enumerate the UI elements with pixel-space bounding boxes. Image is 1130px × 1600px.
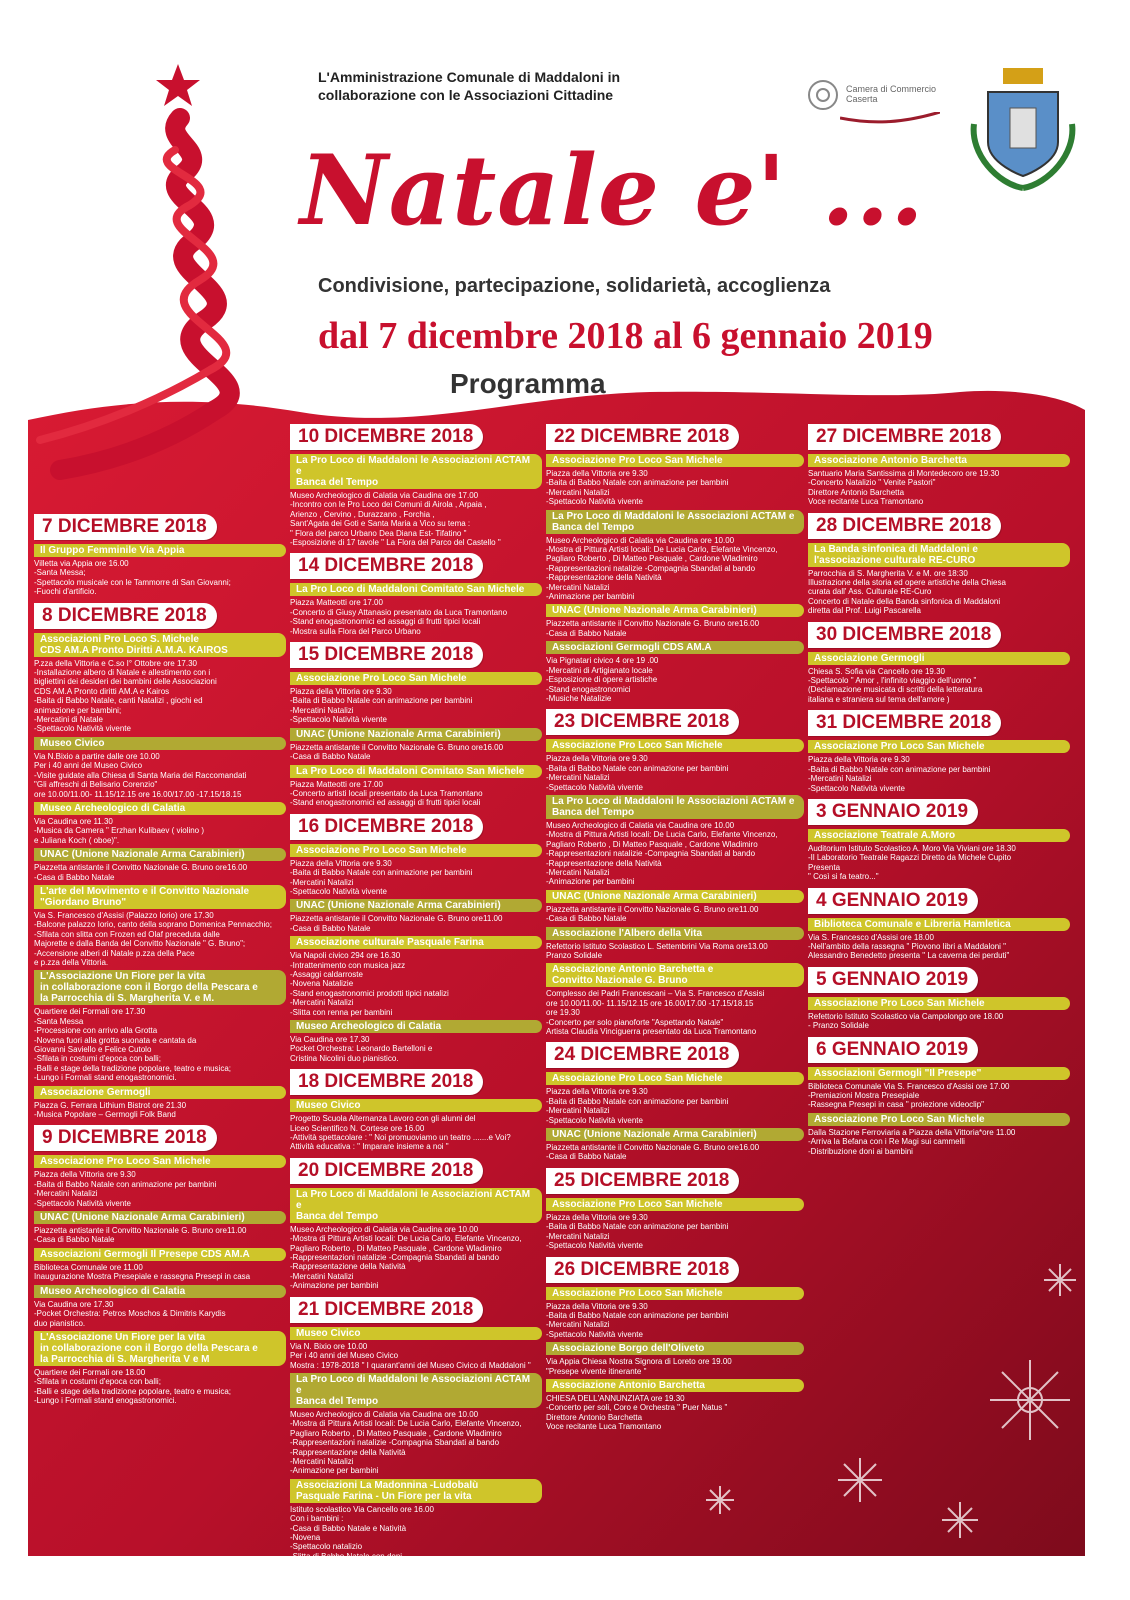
organizer-label: La Pro Loco di Maddaloni le Associazioni ACTAM e Banca del Tempo xyxy=(290,1188,542,1223)
event-details: Museo Archeologico di Calatia via Caudina ore 10.00 -Mostra di Pittura Artisti locali: De Lucia Carlo, Elefante Vincenzo, Pagliaro Roberto , Di Matteo Pasquale , Cardone Wladimiro -Rappresentazioni natalizie -Compagnia Sbandati al bando -Rappresentazione della Natività -Mercatini Natalizi -Animazione per bambini xyxy=(546,820,778,887)
maddaloni-crest-icon xyxy=(968,64,1078,194)
organizer-text xyxy=(318,68,620,104)
organizer-label: La Pro Loco di Maddaloni Comitato San Michele xyxy=(290,583,542,596)
organizer-label: L'arte del Movimento e il Convitto Nazionale "Giordano Bruno" xyxy=(34,885,286,909)
organizer-line-1: L'Amministrazione Comunale di Maddaloni in xyxy=(318,69,621,85)
event-details: Auditorium Istituto Scolastico A. Moro Via Viviani ore 18.30 -Il Laboratorio Teatrale Ragazzi Diretto da Michele Cupito Presenta " Così si fa teatro..." xyxy=(808,843,1016,882)
column-3 xyxy=(546,418,804,1432)
organizer-label: Associazione Germogli xyxy=(808,652,1070,665)
event-details: Piazza G. Ferrara Lithium Bistrot ore 21.30 -Musica Popolare – Germogli Folk Band xyxy=(34,1100,187,1120)
organizer-label: Associazione Antonio Barchetta e Convitto Nazionale G. Bruno xyxy=(546,963,804,987)
day-heading: 31 DICEMBRE 2018 xyxy=(808,710,1001,736)
organizer-label: La Pro Loco di Maddaloni le Associazioni ACTAM e Banca del Tempo xyxy=(290,1373,542,1408)
event-details: Museo Archeologico di Calatia via Caudina ore 10.00 -Mostra di Pittura Artisti locali: De Lucia Carlo, Elefante Vincenzo, Pagliaro Roberto , Di Matteo Pasquale , Cardone Wladimiro -Rappresentazioni natalizie -Compagnia Sbandati al bando -Rappresentazione della Natività -Mercatini Natalizi -Animazione per bambini xyxy=(290,1224,522,1291)
event-details: Piazza della Vittoria ore 9.30 -Baita di Babbo Natale con animazione per bambini -Mercatini Natalizi -Spettacolo Natività vivente xyxy=(546,754,729,792)
organizer-label: Associazione Pro Loco San Michele xyxy=(290,672,542,685)
organizer-label: Museo Civico xyxy=(34,737,286,750)
organizer-label: Associazione Pro Loco San Michele xyxy=(808,997,1070,1010)
organizer-label: La Pro Loco di Maddaloni le Associazioni ACTAM e Banca del Tempo xyxy=(546,795,804,819)
event-details: Via Appia Chiesa Nostra Signora di Loreto ore 19.00 "Presepe vivente itinerante " xyxy=(546,1357,732,1376)
day-heading: 15 DICEMBRE 2018 xyxy=(290,642,483,668)
event-details: Piazza Matteotti ore 17.00 -Concerto di Giusy Attanasio presentato da Luca Tramontano -Stand enogastronomici ed assaggi di frutti tipici locali -Mostra sulla Flora del Parco Urbano xyxy=(290,598,508,636)
day-heading: 18 DICEMBRE 2018 xyxy=(290,1069,483,1095)
event-details: Piazza della Vittoria ore 9.30 -Baita di Babbo Natale con animazione per bambini -Mercatini Natalizi -Spettacolo Natività vivente xyxy=(290,858,473,896)
event-details: Via S. Francesco d'Assisi ore 18.00 -Nell'ambito della rassegna " Piovono libri a Maddaloni " Alessandro Benedetto presenta " La caverna dei perduti" xyxy=(808,932,1010,961)
organizer-label: Associazione Pro Loco San Michele xyxy=(546,454,804,467)
day-heading: 27 DICEMBRE 2018 xyxy=(808,424,1001,450)
poster-title: Natale e' ... xyxy=(300,134,925,247)
day-heading: 28 DICEMBRE 2018 xyxy=(808,513,1001,539)
event-details: Via Caudina ore 11.30 -Musica da Camera " Erzhan Kulibaev ( violino ) e Juliana Koch ( oboe)". xyxy=(34,816,205,845)
event-details: P.zza della Vittoria e C.so I° Ottobre ore 17.30 -Installazione albero di Natale e allestimento con i bigliettini dei desideri dei bambini delle Associazioni CDS AM.A Pronto diritti AM.A e Kairos -Baita di Babbo Natale, canti Natalizi , giochi ed animazione per bambini; -Mercatini di Natale -Spettacolo Natività vivente xyxy=(34,658,217,734)
organizer-label: Associazioni Germogli CDS AM.A xyxy=(546,641,804,654)
column-1 xyxy=(34,508,286,1406)
organizer-label: Associazioni La Madonnina -Ludobalù Pasquale Farina - Un Fiore per la vita xyxy=(290,1479,542,1503)
day-heading: 14 DICEMBRE 2018 xyxy=(290,553,483,579)
organizer-label: Biblioteca Comunale e Libreria Hamletica xyxy=(808,918,1070,931)
organizer-label: L'Associazione Un Fiore per la vita in collaborazione con il Borgo della Pescara e la Parrocchia di S. Margherita V. e M. xyxy=(34,970,286,1005)
event-details: Complesso dei Padri Francescani – Via S. Francesco d'Assisi ore 10.00/11.00- 11.15/12.15 ore 16.00/17.00 -17.15/18.15 ore 19.30 -Concerto per solo pianoforte "Aspettando Natale" Artista Claudia Vinciguerra presentato da Luca Tramontano xyxy=(546,989,765,1037)
event-details: Piazza della Vittoria ore 9.30 -Baita di Babbo Natale con animazione per bambini -Mercatini Natalizi -Spettacolo Natività vivente xyxy=(546,1301,729,1339)
day-heading: 23 DICEMBRE 2018 xyxy=(546,709,739,735)
organizer-label: Associazione Pro Loco San Michele xyxy=(34,1155,286,1168)
organizer-label: UNAC (Unione Nazionale Arma Carabinieri) xyxy=(290,728,542,741)
event-details: Istituto scolastico Via Cancello ore 16.00 Con i bambini : -Casa di Babbo Natale e Natività -Novena -Spettacolo natalizio -Slitta di Babbo Natale con doni -Degustazioni di dolci natalizi xyxy=(290,1504,434,1571)
day-heading: 22 DICEMBRE 2018 xyxy=(546,424,739,450)
event-details: Biblioteca Comunale Via S. Francesco d'Assisi ore 17.00 -Premiazioni Mostra Presepiale -Rassegna Presepi in casa " proiezione videoclip" xyxy=(808,1081,1010,1110)
chamber-of-commerce-logo xyxy=(806,78,946,128)
organizer-label: Associazioni Germogli "Il Presepe" xyxy=(808,1067,1070,1080)
day-heading: 25 DICEMBRE 2018 xyxy=(546,1168,739,1194)
event-details: Piazzetta antistante il Convitto Nazionale G. Bruno ore16.00 -Casa di Babbo Natale xyxy=(290,742,504,762)
day-heading: 16 DICEMBRE 2018 xyxy=(290,814,483,840)
chamber-line-2: Caserta xyxy=(846,94,878,104)
event-details: Museo Archeologico di Calatia via Caudina ore 10.00 -Mostra di Pittura Artisti locali: De Lucia Carlo, Elefante Vincenzo, Pagliaro Roberto , Di Matteo Pasquale , Cardone Wladimiro -Rappresentazioni natalizie -Compagnia Sbandati al bando -Rappresentazione della Natività -Mercatini Natalizi -Animazione per bambini xyxy=(546,535,778,602)
event-details: Piazza della Vittoria ore 9.30 -Baita di Babbo Natale con animazione per bambini -Mercatini Natalizi -Spettacolo Natività vivente xyxy=(546,1087,729,1125)
day-heading: 3 GENNAIO 2019 xyxy=(808,799,978,825)
event-details: Santuario Maria Santissima di Montedecoro ore 19.30 -Concerto Natalizio " Venite Pastori" Direttore Antonio Barchetta Voce recitante Luca Tramontano xyxy=(808,469,1000,507)
day-heading: 20 DICEMBRE 2018 xyxy=(290,1158,483,1184)
organizer-label: Associazione Antonio Barchetta xyxy=(546,1379,804,1392)
chamber-line-1: Camera di Commercio xyxy=(846,84,937,94)
organizer-label: Associazioni Pro Loco S. Michele CDS AM.A Pronto Diritti A.M.A. KAIROS xyxy=(34,633,286,657)
event-details: Refettorio Istituto Scolastico L. Settembrini Via Roma ore13.00 Pranzo Solidale xyxy=(546,941,768,960)
event-details: Via Caudina ore 17.30 Pocket Orchestra: Leonardo Bartelloni e Cristina Nicolini duo pianistico. xyxy=(290,1035,433,1063)
day-heading: 8 DICEMBRE 2018 xyxy=(34,603,217,629)
organizer-label: L'Associazione Un Fiore per la vita in collaborazione con il Borgo della Pescara e la Parrocchia di S. Margherita V e M xyxy=(34,1331,286,1366)
poster-subtitle: Condivisione, partecipazione, solidarietà, accoglienza xyxy=(318,275,831,297)
organizer-label: UNAC (Unione Nazionale Arma Carabinieri) xyxy=(546,890,804,903)
organizer-label: Museo Archeologico di Calatia xyxy=(34,1285,286,1298)
organizer-label: Associazione culturale Pasquale Farina xyxy=(290,936,542,949)
event-details: Piazza della Vittoria ore 9.30 -Baita di Babbo Natale con animazione per bambini -Mercatini Natalizi -Spettacolo Natività vivente xyxy=(808,755,991,793)
event-details: CHIESA DELL'ANNUNZIATA ore 19.30 -Concerto per soli, Coro e Orchestra " Puer Natus " Direttore Antonio Barchetta Voce recitante Luca Tramontano xyxy=(546,1393,728,1432)
event-dates: dal 7 dicembre 2018 al 6 gennaio 2019 xyxy=(318,315,933,357)
organizer-label: La Pro Loco di Maddaloni Comitato San Michele xyxy=(290,765,542,778)
event-details: Piazzetta antistante il Convitto Nazionale G. Bruno ore11.00 -Casa di Babbo Natale xyxy=(34,1226,247,1245)
day-heading: 24 DICEMBRE 2018 xyxy=(546,1042,739,1068)
organizer-label: Associazione Borgo dell'Oliveto xyxy=(546,1342,804,1355)
organizer-label: Museo Civico xyxy=(290,1099,542,1112)
organizer-label: La Banda sinfonica di Maddaloni e l'associazione culturale RE-CURO xyxy=(808,543,1070,567)
organizer-label: Il Gruppo Femminile Via Appia xyxy=(34,544,286,557)
event-details: Progetto Scuola Alternanza Lavoro con gli alunni del Liceo Scientifico N. Cortese ore 16.00 -Attività spettacolare : " Noi promuoviamo un teatro .......e Voi? Attività educativa : " Imparare insieme a noi " xyxy=(290,1114,511,1152)
event-details: Piazzetta antistante il Convitto Nazionale G. Bruno ore16.00 -Casa di Babbo Natale xyxy=(546,619,760,638)
day-heading: 6 GENNAIO 2019 xyxy=(808,1037,978,1063)
column-4 xyxy=(808,418,1070,1156)
organizer-label: Associazione Pro Loco San Michele xyxy=(546,1287,804,1300)
event-details: Piazzetta antistante il Convitto Nazionale G. Bruno ore16.00 -Casa di Babbo Natale xyxy=(546,1143,760,1162)
event-details: Quartiere dei Formali ore 18.00 -Sfilata in costumi d'epoca con balli; -Balli e stage della tradizione popolare, teatro e musica; -Lungo i Formali stand enogastronomici. xyxy=(34,1367,231,1406)
organizer-label: UNAC (Unione Nazionale Arma Carabinieri) xyxy=(546,604,804,617)
event-details: Via N. Bixio ore 10.00 Per i 40 anni del Museo Civico Mostra : 1978-2018 " I quarant'anni del Museo Civico di Maddaloni " xyxy=(290,1341,531,1370)
program-heading: Programma xyxy=(450,368,606,399)
header xyxy=(0,0,1130,420)
event-details: Refettorio Istituto Scolastico via Campolongo ore 18.00 - Pranzo Solidale xyxy=(808,1011,1004,1031)
day-heading: 10 DICEMBRE 2018 xyxy=(290,424,483,450)
day-heading: 5 GENNAIO 2019 xyxy=(808,967,978,993)
event-details: Parrocchia di S. Margherita V. e M. ore 18:30 Illustrazione della storia ed opere artistiche della Chiesa curata dall' Ass. Culturale RE-Curo Concerto di Natale della Banda sinfonica di Maddaloni diretta dal Prof. Luigi Pascarella xyxy=(808,568,1006,616)
event-details: Via Napoli civico 294 ore 16.30 -Intrattenimento con musica jazz -Assaggi caldarroste -Novena Natalizie -Stand enogastronomici prodotti tipici natalizi -Mercatini Natalizi -Slitta con renna per bambini xyxy=(290,951,449,1017)
organizer-line-2: collaborazione con le Associazioni Cittadine xyxy=(318,87,614,103)
event-details: Dalla Stazione Ferroviaria a Piazza della Vittoria*ore 11.00 -Arriva la Befana con i Re Magi sui cammelli -Distribuzione doni ai bambini xyxy=(808,1127,1016,1156)
organizer-label: Associazione Pro Loco San Michele xyxy=(546,1072,804,1085)
event-details: Quartiere dei Formali ore 17.30 -Santa Messa -Processione con arrivo alla Grotta -Novena fuori alla grotta suonata e cantata da Giovanni Saviello e Felice Cutolo -Sfilata in costumi d'epoca con balli; -Balli e stage della tradizione popolare, teatro e musica; -Lungo i Formali stand enogastronomici. xyxy=(34,1007,231,1083)
event-details: Piazzetta antistante il Convitto Nazionale G. Bruno ore11.00 -Casa di Babbo Natale xyxy=(546,904,759,924)
organizer-label: Associazione Antonio Barchetta xyxy=(808,454,1070,467)
organizer-label: UNAC (Unione Nazionale Arma Carabinieri) xyxy=(290,899,542,912)
event-details: Piazza della Vittoria ore 9.30 -Baita di Babbo Natale con animazione per bambini -Mercatini Natalizi -Spettacolo Natività vivente xyxy=(546,469,729,507)
event-details: Piazza della Vittoria ore 9.30 -Baita di Babbo Natale con animazione per bambini -Mercatini Natalizi -Spettacolo Natività vivente xyxy=(546,1212,729,1251)
event-details: Via N.Bixio a partire dalle ore 10.00 Per i 40 anni del Museo Civico -Visite guidate alla Chiesa di Santa Maria dei Raccomandati "Gli affreschi di Belisario Corenzio" ore 10.00/11.00- 11.15/12.15 ore 16.00/17.00 -17.15/18.15 xyxy=(34,751,247,799)
day-heading: 26 DICEMBRE 2018 xyxy=(546,1257,739,1283)
event-details: Museo Archeologico di Calatia via Caudina ore 17.00 -Incontro con le Pro Loco dei Comuni di Airola , Arpaia , Arienzo , Cervino , Durazzano , Forchia , Sant'Agata dei Goti e Santa Maria a Vico su tema : " Flora del parco Urbano Dea Diana Est- Tifatino " -Esposizione di 17 tavole " La Flora del Parco del Castello " xyxy=(290,491,501,548)
organizer-label: Associazione Pro Loco San Michele xyxy=(546,739,804,752)
event-details: Chiesa S. Sofia via Cancello ore 19.30 -Spettacolo " Amor , l'infinito viaggio dell'uomo " (Declamazione musicata di scritti della letteratura italiana e straniera sul tema dell'amore ) xyxy=(808,666,983,704)
organizer-label: UNAC (Unione Nazionale Arma Carabinieri) xyxy=(34,1211,286,1224)
organizer-label: Associazione Germogli xyxy=(34,1086,286,1099)
organizer-label: Associazione Pro Loco San Michele xyxy=(808,1113,1070,1126)
event-details: Piazzetta antistante il Convitto Nazionale G. Bruno ore11.00 -Casa di Babbo Natale xyxy=(290,914,503,933)
column-2 xyxy=(290,418,542,1571)
chamber-emblem-icon xyxy=(806,78,840,112)
day-heading: 7 DICEMBRE 2018 xyxy=(34,514,217,540)
organizer-label: La Pro Loco di Maddaloni le Associazioni ACTAM e Banca del Tempo xyxy=(546,510,804,534)
organizer-label: UNAC (Unione Nazionale Arma Carabinieri) xyxy=(546,1128,804,1141)
day-heading: 9 DICEMBRE 2018 xyxy=(34,1125,217,1151)
organizer-label: Associazione Pro Loco San Michele xyxy=(546,1198,804,1211)
event-details: Piazzetta antistante il Convitto Nazionale G. Bruno ore16.00 -Casa di Babbo Natale xyxy=(34,863,248,882)
organizer-label: La Pro Loco di Maddaloni le Associazioni ACTAM e Banca del Tempo xyxy=(290,454,542,489)
event-details: Piazza della Vittoria ore 9.30 -Baita di Babbo Natale con animazione per bambini -Mercatini Natalizi -Spettacolo Natività vivente xyxy=(34,1170,217,1208)
event-details: Piazza Matteotti ore 17.00 -Concerto artisti locali presentato da Luca Tramontano -Stand enogastronomici ed assaggi di frutti tipici locali xyxy=(290,779,483,808)
organizer-label: Associazione Pro Loco San Michele xyxy=(290,844,542,857)
event-details: Piazza della Vittoria ore 9.30 -Baita di Babbo Natale con animazione per bambini -Mercatini Natalizi -Spettacolo Natività vivente xyxy=(290,687,473,725)
organizer-label: Associazione Teatrale A.Moro xyxy=(808,829,1070,842)
event-details: Via S. Francesco d'Assisi (Palazzo Iorio) ore 17.30 -Balcone palazzo Iorio, canto della soprano Domenica Pennacchio; -Sfilata con slitta con Frozen ed Olaf preceduta dalle Majorette e dalla Banda del Convitto Nazionale " G. Bruno"; -Accensione alberi di Natale p.zza della Pace e p.zza della Vittoria. xyxy=(34,910,272,967)
organizer-label: Museo Archeologico di Calatia xyxy=(290,1020,542,1033)
event-details: Via Caudina ore 17.30 -Pocket Orchestra: Petros Moschos & Dimitris Karydis duo pianistico. xyxy=(34,1299,226,1328)
organizer-label: Associazioni Germogli Il Presepe CDS AM.A xyxy=(34,1248,286,1261)
chamber-swoosh-icon xyxy=(840,112,940,124)
organizer-label: UNAC (Unione Nazionale Arma Carabinieri) xyxy=(34,848,286,861)
day-heading: 21 DICEMBRE 2018 xyxy=(290,1297,483,1323)
day-heading: 30 DICEMBRE 2018 xyxy=(808,622,1001,648)
organizer-label: Museo Archeologico di Calatia xyxy=(34,802,286,815)
event-details: Biblioteca Comunale ore 11.00 Inaugurazione Mostra Presepiale e rassegna Presepi in casa xyxy=(34,1262,251,1282)
event-details: Museo Archeologico di Calatia via Caudina ore 10.00 -Mostra di Pittura Artisti locali: De Lucia Carlo, Elefante Vincenzo, Pagliaro Roberto , Di Matteo Pasquale , Cardone Wladimiro -Rappresentazioni natalizie -Compagnia Sbandati al bando -Rappresentazione della Natività -Mercatini Natalizi -Animazione per bambini xyxy=(290,1409,522,1476)
day-heading: 4 GENNAIO 2019 xyxy=(808,888,978,914)
organizer-label: Associazione l'Albero della Vita xyxy=(546,927,804,940)
organizer-label: Associazione Pro Loco San Michele xyxy=(808,740,1070,753)
event-details: Villetta via Appia ore 16.00 -Santa Messa; -Spettacolo musicale con le Tammorre di San Giovanni; -Fuochi d'artificio. xyxy=(34,559,231,597)
event-details: Via Pignatari civico 4 ore 19 .00 -Mercatini di Artigianato locale -Esposizione di opere artistiche -Stand enogastronomici -Musiche Natalizie xyxy=(546,656,659,703)
organizer-label: Museo Civico xyxy=(290,1327,542,1340)
